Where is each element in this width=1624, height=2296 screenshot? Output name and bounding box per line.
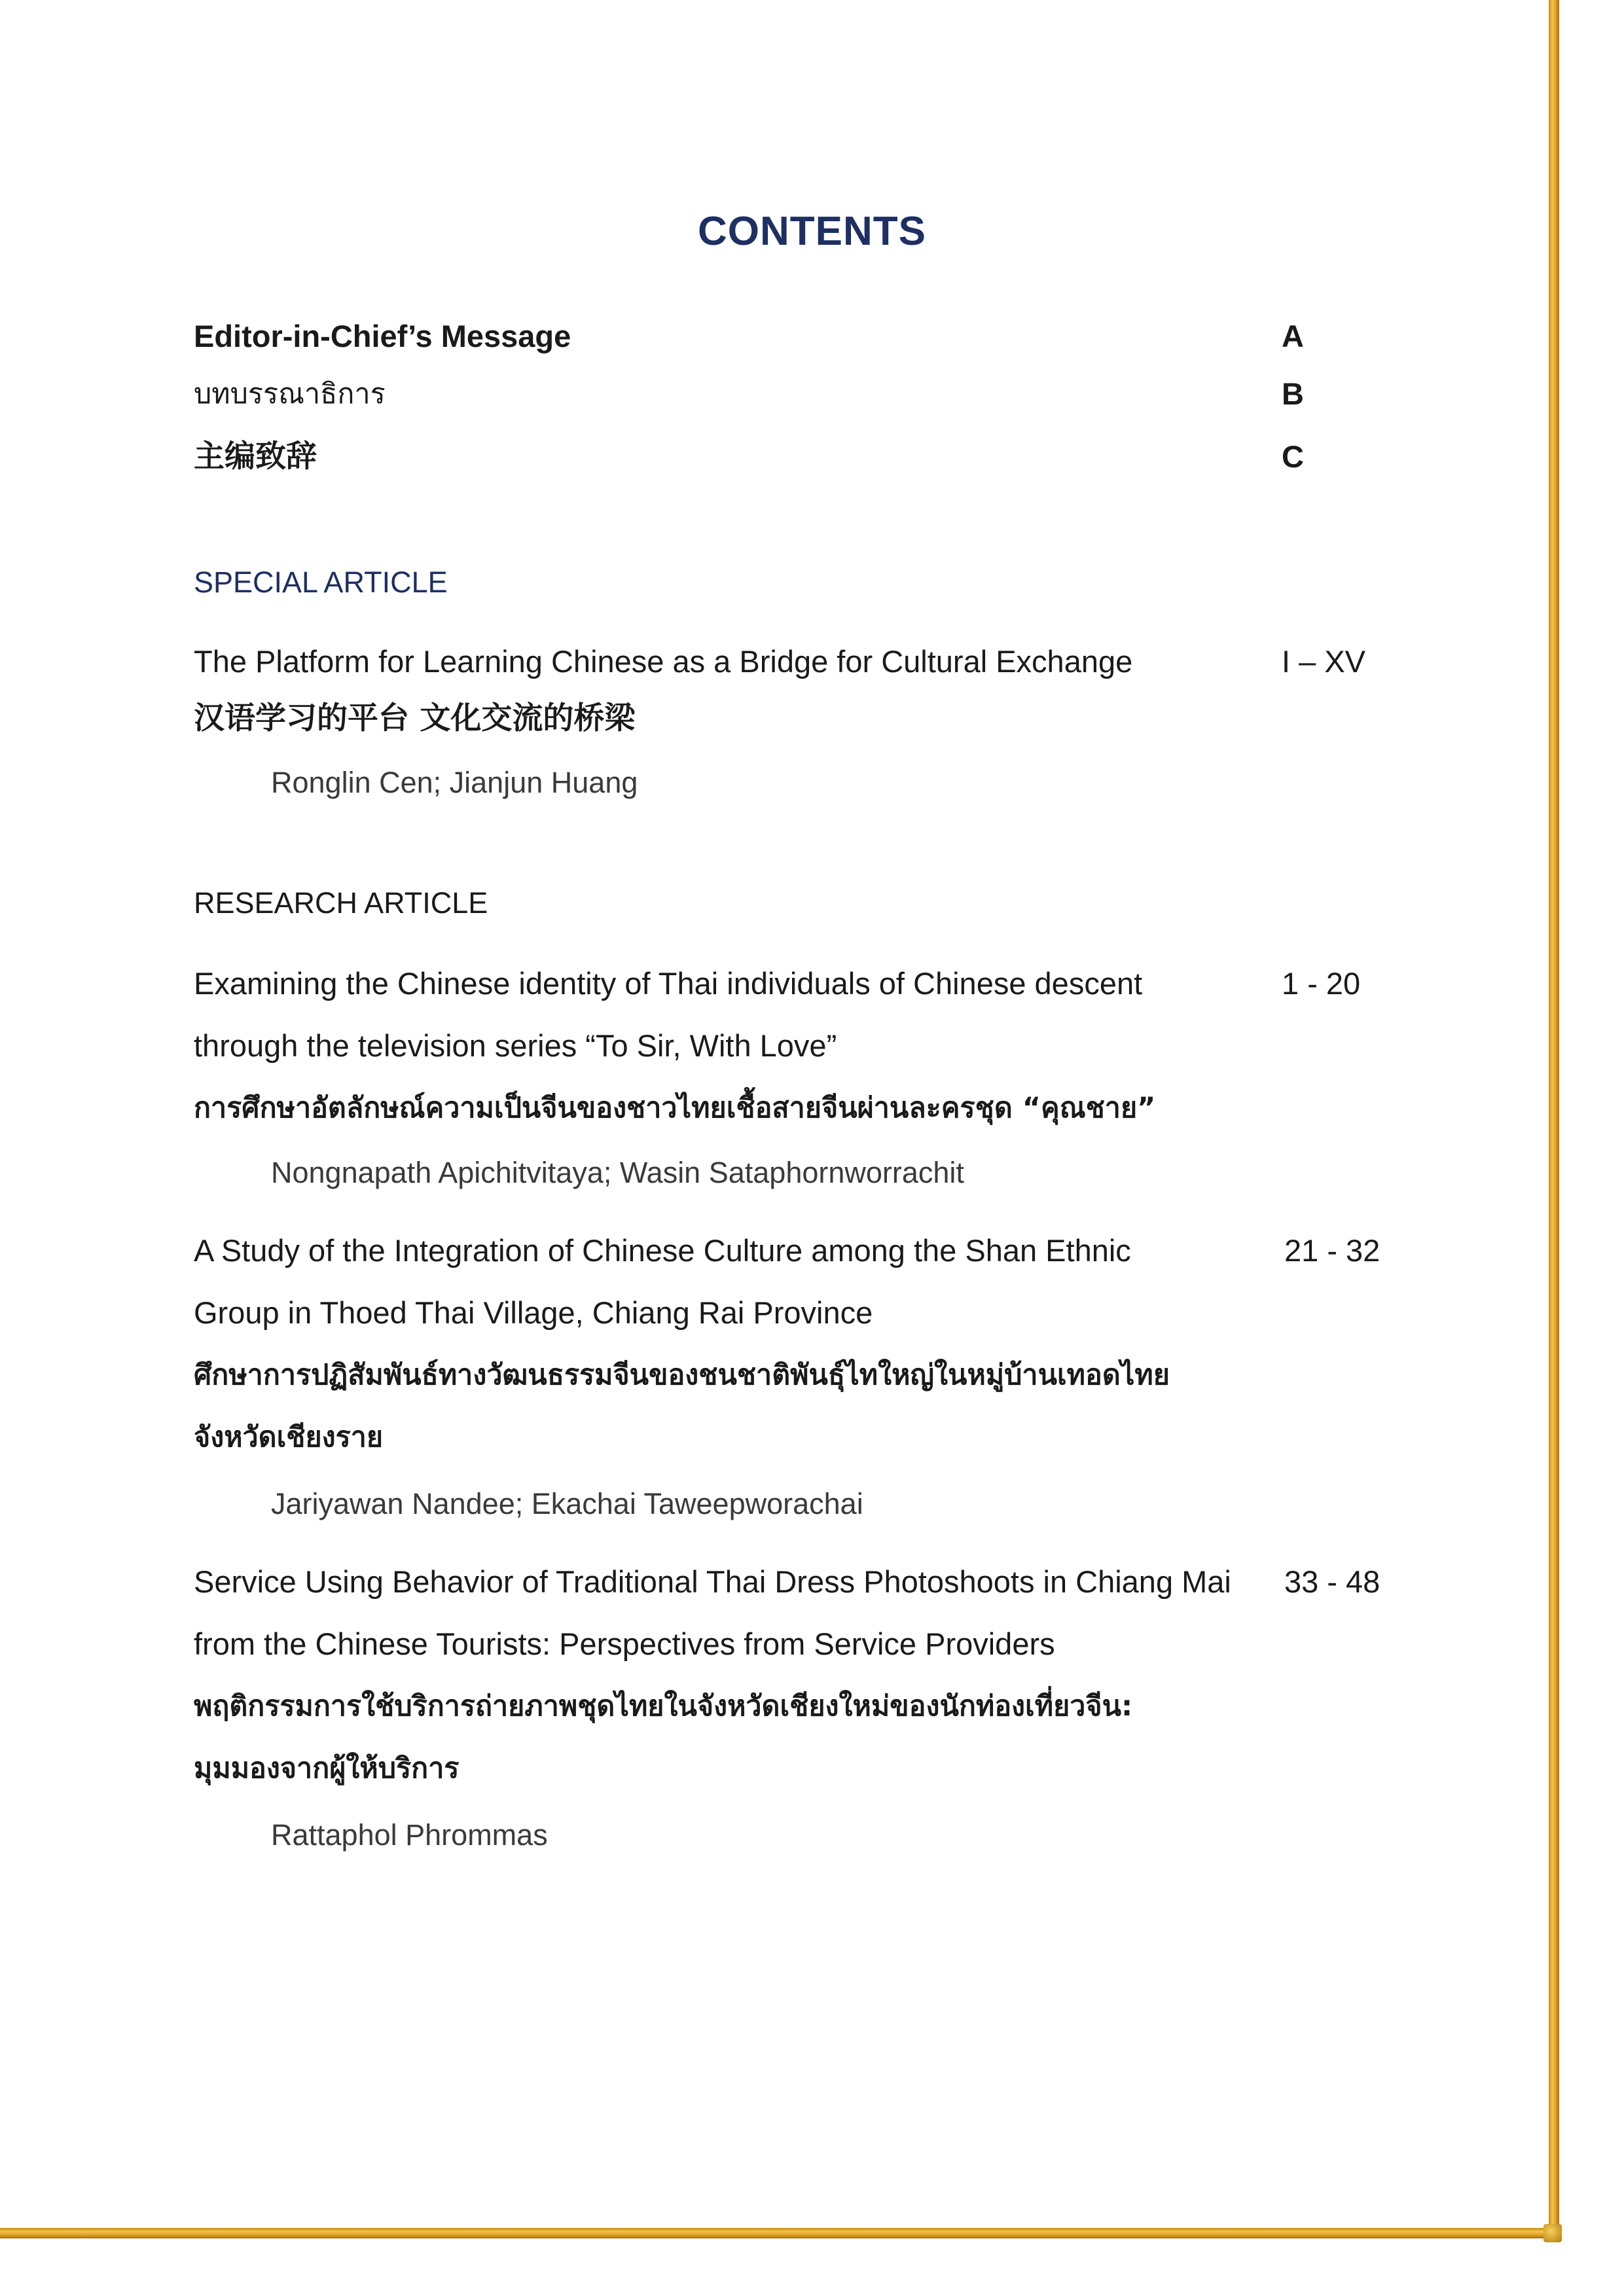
toc-page-a: A [1282,319,1304,353]
toc-entry-research-2-title-en[interactable]: A Study of the Integration of Chinese Culture among the Shan Ethnic [194,1233,1131,1268]
toc-authors-research-1: Nongnapath Apichitvitaya; Wasin Sataphornworrachit [271,1156,964,1189]
toc-page-research-1: 1 - 20 [1282,966,1361,1001]
toc-entry-editorial-thai[interactable]: บทบรรณาธิการ [194,378,386,410]
toc-page-c: C [1282,439,1304,474]
toc-authors-research-3: Rattaphol Phrommas [271,1818,548,1852]
toc-page-b: B [1282,376,1304,411]
toc-page-research-2: 21 - 32 [1284,1233,1380,1268]
toc-entry-research-2-title-en-cont[interactable]: Group in Thoed Thai Village, Chiang Rai Province [194,1295,873,1330]
toc-entry-research-1-title-en[interactable]: Examining the Chinese identity of Thai individuals of Chinese descent [194,966,1143,1001]
gold-frame-bottom [0,2228,1559,2238]
toc-entry-editor-message[interactable]: Editor-in-Chief’s Message [194,319,571,353]
toc-authors-special: Ronglin Cen; Jianjun Huang [271,766,638,799]
gold-frame-right [1549,0,1559,2237]
toc-authors-research-2: Jariyawan Nandee; Ekachai Taweepworachai [271,1487,863,1520]
toc-entry-research-2-title-th-cont[interactable]: จังหวัดเชียงราย [194,1421,384,1454]
toc-entry-research-3-title-en-cont[interactable]: from the Chinese Tourists: Perspectives from Service Providers [194,1626,1055,1661]
toc-entry-research-3-title-th-cont[interactable]: มุมมองจากผู้ให้บริการ [194,1752,460,1785]
section-heading-research: RESEARCH ARTICLE [194,886,488,920]
toc-entry-research-3-title-th[interactable]: พฤติกรรมการใช้บริการถ่ายภาพชุดไทยในจังหวัดเชียงใหม่ของนักท่องเที่ยวจีน: [194,1690,1133,1723]
gold-frame-corner [1543,2224,1562,2242]
toc-page-research-3: 33 - 48 [1284,1564,1380,1599]
toc-entry-research-3-title-en[interactable]: Service Using Behavior of Traditional Thai Dress Photoshoots in Chiang Mai [194,1564,1231,1599]
toc-entry-special-title-en[interactable]: The Platform for Learning Chinese as a Bridge for Cultural Exchange [194,644,1133,679]
section-heading-special: SPECIAL ARTICLE [194,565,448,599]
toc-page-special: I – XV [1282,644,1366,679]
toc-entry-research-1-title-th[interactable]: การศึกษาอัตลักษณ์ความเป็นจีนของชาวไทยเชื้อสายจีนผ่านละครชุด “คุณชาย” [194,1092,1156,1124]
page-title: CONTENTS [698,209,926,254]
toc-entry-editorial-chinese[interactable]: 主编致辞 [194,439,317,475]
toc-entry-special-title-zh[interactable]: 汉语学习的平台 文化交流的桥梁 [194,700,636,736]
toc-entry-research-1-title-en-cont[interactable]: through the television series “To Sir, With Love” [194,1028,837,1063]
toc-entry-research-2-title-th[interactable]: ศึกษาการปฏิสัมพันธ์ทางวัฒนธรรมจีนของชนชาติพันธุ์ไทใหญ่ในหมู่บ้านเทอดไทย [194,1359,1170,1391]
